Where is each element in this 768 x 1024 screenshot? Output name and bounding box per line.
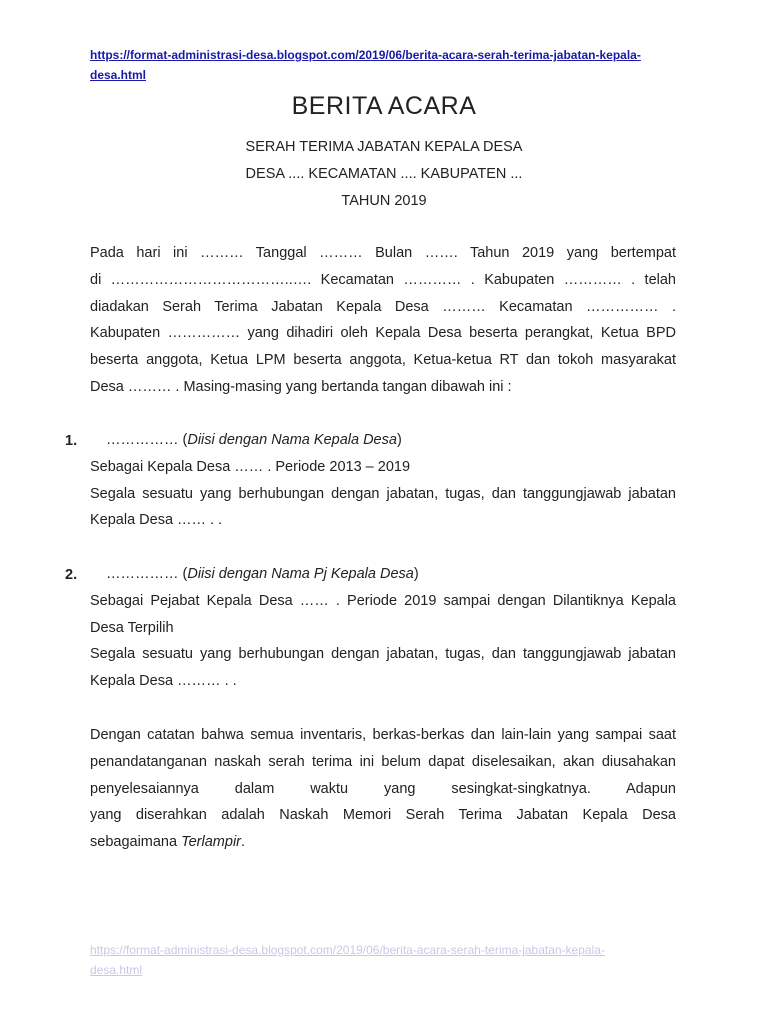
document-title: BERITA ACARA [291,92,477,120]
subtitle-line-2: DESA .... KECAMATAN .... KABUPATEN ... [245,166,523,182]
item-2-line-2: Sebagai Pejabat Kepala Desa …… . Periode 2019 sampai dengan Dilantiknya Kepala [90,592,676,609]
item-2-close: ) [413,566,419,582]
item-1-italic: Diisi dengan Nama Kepala Desa [187,432,397,448]
item-2-line-3: Desa Terpilih [90,619,174,636]
item-1-number: 1. [65,433,78,449]
footer-link-line-2[interactable]: desa.html [90,963,143,977]
item-2-heading [90,561,676,588]
intro-line-4: Kabupaten …………… yang dihadiri oleh Kepala Desa beserta perangkat, Ketua BPD [90,325,676,342]
item-1-heading [90,427,676,454]
closing-line-5 [90,829,676,856]
closing-line-3: penyelesaiannya dalam waktu yang sesingkat-singkatnya. Adapun [90,780,676,797]
intro-line-6: Desa ……… . Masing-masing yang bertanda tangan dibawah ini : [90,378,512,395]
closing-line-5-pre: sebagaimana [90,834,182,851]
item-2-dots: …………… ( [106,566,188,582]
item-1-close: ) [396,432,402,448]
closing-line-5-post: . [241,834,246,851]
intro-line-1: Pada hari ini ……… Tanggal ……… Bulan ……. Tahun 2019 yang bertempat [90,245,676,261]
source-link-line-1[interactable]: https://format-administrasi-desa.blogspot.com/2019/06/berita-acara-serah-terima-jabatan-kepala- [90,48,641,62]
intro-paragraph [90,240,676,401]
item-1-line-3: Segala sesuatu yang berhubungan dengan jabatan, tugas, dan tanggungjawab jabatan [90,485,676,502]
footer-link-line-1[interactable]: https://format-administrasi-desa.blogspot.com/2019/06/berita-acara-serah-terima-jabatan-kepala- [90,943,605,957]
item-2-italic: Diisi dengan Nama Pj Kepala Desa [187,566,414,582]
source-link[interactable] [90,45,690,85]
closing-line-2: penandatanganan naskah serah terima ini belum dapat diselesaikan, akan diusahakan [90,753,676,770]
footer-link[interactable] [90,940,690,980]
closing-paragraph [90,722,676,856]
subtitle-line-1: SERAH TERIMA JABATAN KEPALA DESA [245,139,523,155]
item-1 [90,427,676,534]
item-1-dots: …………… ( [106,432,188,448]
intro-line-3: diadakan Serah Terima Jabatan Kepala Desa ……… Kecamatan …………… . [90,298,676,315]
item-2 [90,561,676,695]
subtitle-line-3: TAHUN 2019 [341,193,427,209]
intro-line-2: di ………………………………..…. Kecamatan ………… . Kabupaten ………… . telah [90,271,676,288]
item-2-line-5: Kepala Desa ……… . . [90,673,237,690]
item-2-number: 2. [65,567,78,583]
closing-line-5-italic: Terlampir [181,834,241,851]
source-link-line-2[interactable]: desa.html [90,68,147,82]
item-2-line-4: Segala sesuatu yang berhubungan dengan jabatan, tugas, dan tanggungjawab jabatan [90,646,676,663]
closing-line-1: Dengan catatan bahwa semua inventaris, berkas-berkas dan lain-lain yang sampai saat [90,727,676,743]
intro-line-5: beserta anggota, Ketua LPM beserta anggota, Ketua-ketua RT dan tokoh masyarakat [90,352,676,369]
closing-line-4: yang diserahkan adalah Naskah Memori Serah Terima Jabatan Kepala Desa [90,807,676,824]
item-1-role: Sebagai Kepala Desa …… . Periode 2013 – 2019 [90,458,411,475]
item-1-line-4: Kepala Desa …… . . [90,512,223,529]
